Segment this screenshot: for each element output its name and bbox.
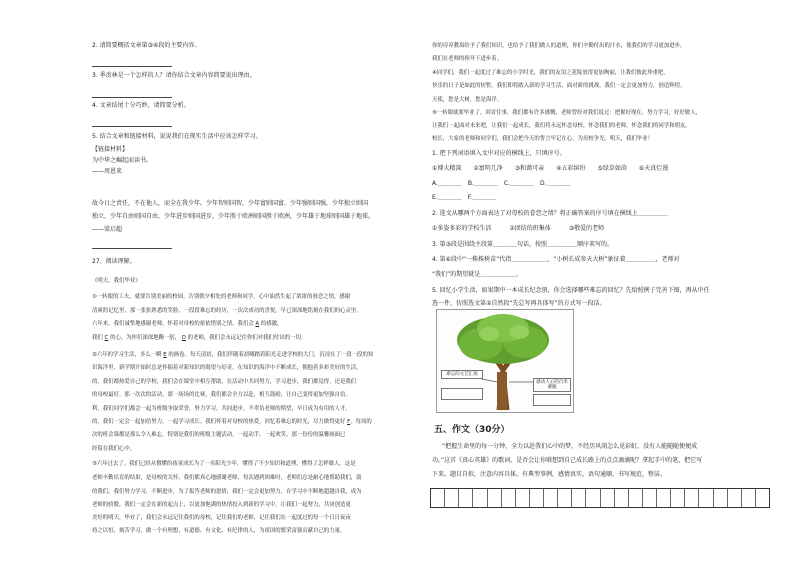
question-4: 4. 文章结尾十分巧妙，请简要分析。 <box>92 102 190 109</box>
article-line: 让我们一起面对未来吧，让我们一起成长，我们将永远怀念母校，怀念我们的老师，怀念我们的同学和朋友。 <box>432 123 691 129</box>
article-line: 天使，您是大树，您是海洋。 <box>432 97 503 103</box>
word-options: ①博大精深 ②富明几净 ③和蔼可亲 ④五彩缤纷 ⑤绿草如茵 ⑥天真烂漫 <box>432 165 669 172</box>
article-line: 次的班会课都是那么令人难忘，特别是我们的班级主题活动，一起动手，一起欢笑，那一份份的温馨画面已 <box>92 432 346 438</box>
article-line: 持之以恒，刻苦学习，做一个有理想、有道德、有文化、有纪律的人，为祖国的繁荣富强贡献自己的力量。 <box>92 528 346 534</box>
link-title: 【链接材料】 <box>92 146 129 153</box>
article-line: ③六年过去了。我们已经从懵懂的孩童成长为了一名阳光少年，懂得了不少知识和道理，懂得了怎样做人。这是 <box>92 461 356 467</box>
article-line: 的，我们一定会一起加倍努力，一起学习成长。我们怀着对母校的热爱，回忆着难忘的时光，尽力做得更好 F。每周的 <box>92 419 372 425</box>
composition-text: 功。”这首《真心英雄》的歌词，是否会让你联想到自己成长路上的点点滴滴呢？拿起手中的笔，把它写 <box>432 457 703 464</box>
link-line: 为中华之崛起而读书。 <box>92 157 153 164</box>
question-r2: 2. 选文从哪两个方面表达了对母校的眷恋之情？将正确答案的序号填在横线上＿＿＿＿＿ <box>432 210 668 217</box>
link-line: ——梁启超 <box>92 226 123 233</box>
question-r4-cont: “我们”的期望就是＿＿＿＿＿＿。 <box>432 271 523 278</box>
article-line: ②六年的学习生活，多么一瞬 E 的画卷。每天清晨，我们伴随着晨曦踏着阳光走进学校的大门，沉浸在了一段一段的知 <box>92 352 374 358</box>
question-r5: 5. 回忆小学生活，如果期中一本成长纪念册，你会选择哪些难忘的回忆？先给照例子完善下图，再从中任 <box>432 287 710 294</box>
fill-blanks[interactable]: A.＿＿＿＿ B.＿＿＿＿ C.＿＿＿＿ D.＿＿＿＿ <box>432 180 571 187</box>
article-line: 老师的骄傲。我们一定会在新的起点上，以更加饱满的热情投入到新的学习中，让我们一起努力，共同创造更 <box>92 502 351 508</box>
question-2: 2. 请简要概括文章第③④段的主要内容。 <box>92 42 201 49</box>
article-line: 利，我们同学们都会一起为班级争取荣誉，努力学习，共同进步，不辜负老师的期望，早日成为有用的人才。 <box>92 406 351 412</box>
answer-line[interactable] <box>92 248 172 249</box>
composition-text: 下来。题目自拟，注意内容具体，有典型事例，感情真实，语句通顺，书写规范，整洁。 <box>432 471 667 478</box>
question-r1: 1. 把下列词语填入文中对应的横线上，只填序号。 <box>432 150 566 157</box>
tree-label-blank[interactable] <box>441 388 483 400</box>
tree-label-blank[interactable] <box>533 394 571 406</box>
article-line: 我们 C 的心，为你们深深地鞠一躬， D 的老师，我们会永远记住你们对我们付出的一切。 <box>92 335 307 341</box>
question-5: 5. 结合文章和链接材料，说说我们在现实生活中应该怎样学习。 <box>92 133 262 140</box>
tree-label-left: 难忘的文艺汇演 <box>441 370 483 379</box>
answer-line[interactable] <box>92 66 172 67</box>
answer-line[interactable] <box>92 97 172 98</box>
article-line: 我们在老师的指导下进步着。 <box>432 56 503 62</box>
article-line: 快乐的日子是如此的短暂，我们即将踏入新的学习生活，面对新的挑战，我们一定会更加努力，创造辉煌。 <box>432 83 686 89</box>
question-3: 3. 季羡林是一个怎样的人？请你结合文章内容简要说出理由。 <box>92 72 256 79</box>
question-r3: 3. 第③段是围绕主段第＿＿＿＿句话，按照＿＿＿＿＿顺序来写的。 <box>432 241 614 248</box>
writing-grid[interactable] <box>430 488 770 508</box>
article-line: 经留在我们心中。 <box>92 446 136 452</box>
fill-blanks[interactable]: E.＿＿＿＿ F.＿＿＿＿ <box>432 194 497 201</box>
article-line: 的，我们都热爱自己的学校，我们会在课堂中相互帮助，在活动中共同努力，学习进步，我们都觉得，还是我们 <box>92 379 357 385</box>
composition-text: “把握生命里的每一分钟，全力以赴我们心中的梦，不经历风雨怎么见彩虹，没有人能随随便便成 <box>442 443 698 450</box>
article-line: 的我们，我们努力学习，不断进步，为了报答老师的恩情，我们一定会更加努力，在学习中不断地超越自我，成为 <box>92 489 362 495</box>
question-27: 27、阅读理解。 <box>92 258 136 265</box>
article-line: 你的谆谆教诲给予了我们知识，也给予了我们做人的道理，你们辛勤付出的汗水，使我们的学习更加进步， <box>432 43 686 49</box>
question-r2-options: ①多姿多彩的学校生活 ②团结的班集体 ③敬爱的老师 <box>432 225 605 232</box>
link-paragraph: 独立，少年自由则国自由，少年进步则国进步，少年胜于欧洲则国胜于欧洲，少年雄于地球则国雄于地球。 <box>92 213 375 220</box>
article-line: 的母校最好。那一次次的活动，那一场场的比赛，我们都会全力以赴，相互鼓励，让自己变得更加坚强自信。 <box>92 392 351 398</box>
question-r5-cont: 选一件，仿照选文第②自然段“先总写再具体写”的方式写一段话。 <box>432 300 606 307</box>
question-r4: 4. 第⑥段中“一株株树苗”代指＿＿＿＿＿＿，“小树长成参天大树”象征着＿＿＿＿＿，老师对 <box>432 256 680 263</box>
article-line: ⑤一转眼就要毕业了，回首往事，我们都有许多感慨，老师曾经对我们说过：把握好现在，努力学习，好好做人， <box>432 110 701 116</box>
article-line: 校长，大家的老师和同学们，我们会把今天的誓言牢记在心，为母校争光。明天，我们毕业！ <box>432 136 654 142</box>
article-line: ①一转眼的工夫，就要告别美丽的校园，告别朝夕相处的老师和同学，心中油然生起了浓浓的眷恋之情，感谢 <box>92 294 351 300</box>
answer-line[interactable] <box>92 126 172 127</box>
section-5-title: 五、作文（30分） <box>434 425 510 435</box>
article-line: 美好的明天，毕业了，我们会永远记住我们的母校，记住我们的老师，记住我们在一起度过的每一个日日夜夜 <box>92 515 351 521</box>
article-line: ④同学们，我们一起度过了难忘的小学时光，我们的友谊之花绽放得更加绚丽，让我们彼此珍重吧， <box>432 70 669 76</box>
article-line: 老师辛勤培育的结果，是母校的关怀，我们都真心地感谢老师，每次遇到困难时，老师们总是耐心地帮助我们，鼓 <box>92 475 362 481</box>
article-line: 识海洋里，新学期开始时总是怀揣着对新知识的渴望与好奇，在知识的海洋中不断成长，拥抱着多彩美好的生活。 <box>92 365 362 371</box>
link-line: ——周恩来 <box>92 168 123 175</box>
article-line: 六年来，我们诚挚地感谢老师，怀着对母校的依依惜别之情，我们会 A 的感激， <box>92 321 283 327</box>
tree-label-right: 感动人心的百米赛跑 <box>533 378 571 392</box>
article-title: 《明天，我们毕业》 <box>92 278 141 284</box>
memory-tree-diagram <box>436 309 574 413</box>
link-paragraph: 故今日之责任，不在他人，而全在我少年。少年智则国智，少年富则国富，少年强则国强，少年独立则国 <box>92 200 369 207</box>
article-line: 清爽的记忆里，那一张张熟悉的笑脸，一段段难忘的经历，一次次成功的喜悦，早已深深地铭刻在我们的心灵里。 <box>92 308 362 314</box>
